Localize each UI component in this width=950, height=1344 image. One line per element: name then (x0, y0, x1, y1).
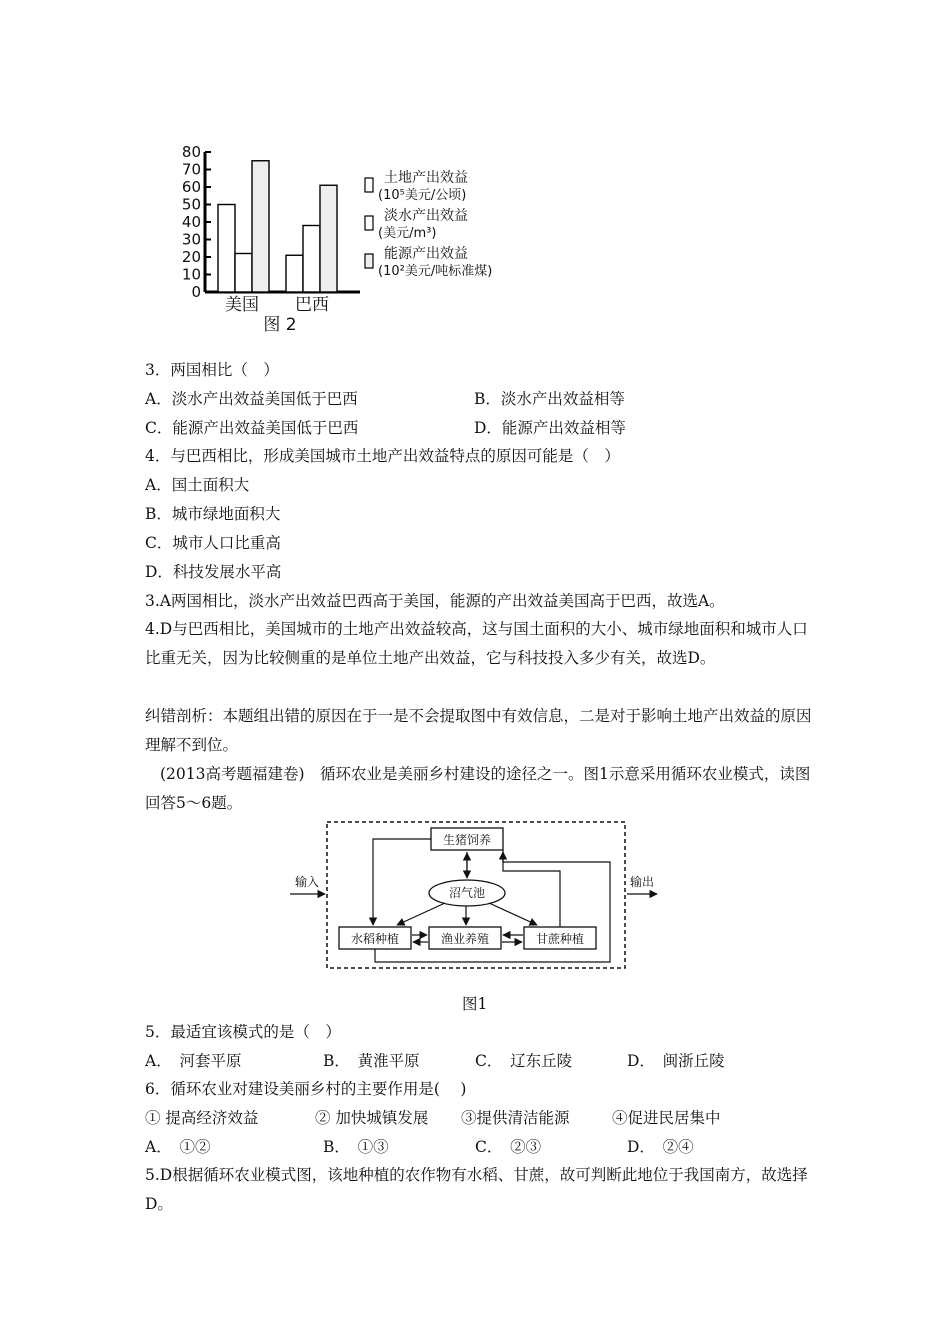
q3-option-b[interactable]: B．淡水产出效益相等 (474, 390, 625, 408)
diagram-caption: 图1 (462, 995, 488, 1013)
error-analysis: 纠错剖析：本题组出错的原因在于一是不会提取图中有效信息，二是对于影响土地产出效益的原因理解不到位。 (145, 707, 812, 754)
bar-chart (160, 140, 580, 340)
q5-option-b[interactable]: B． 黄淮平原 (323, 1052, 420, 1070)
q4-option-b[interactable]: B．城市绿地面积大 (145, 505, 281, 523)
legend-label: 土地产出效益 (384, 170, 468, 186)
q6-statement-3: ③提供清洁能源 (461, 1109, 570, 1127)
bar (286, 255, 303, 292)
q5-option-d[interactable]: D． 闽浙丘陵 (627, 1052, 725, 1070)
bar (218, 205, 235, 293)
q6-statement-4: ④促进民居集中 (612, 1109, 721, 1127)
legend-unit: (10²美元/吨标准煤) (378, 264, 493, 279)
fish-farming-label: 渔业养殖 (440, 932, 490, 946)
legend-swatch (365, 178, 373, 192)
q3-option-a[interactable]: A．淡水产出效益美国低于巴西 (145, 390, 358, 408)
q3-option-c[interactable]: C．能源产出效益美国低于巴西 (145, 419, 359, 437)
x-tick-label: 美国 (225, 295, 259, 315)
biogas-pit-label: 沼气池 (448, 886, 486, 900)
rice-planting-label: 水稻种植 (350, 932, 400, 946)
y-tick-label: 0 (191, 283, 201, 301)
q6-stem: 6．循环农业对建设美丽乡村的主要作用是( ) (145, 1080, 467, 1098)
q6-statement-2: ② 加快城镇发展 (315, 1109, 429, 1127)
answer-5: 5.D根据循环农业模式图，该地种植的农作物有水稻、甘蔗，故可判断此地位于我国南方，故选择D。 (145, 1166, 808, 1213)
q4-option-a[interactable]: A．国土面积大 (145, 476, 250, 494)
q6-option-a[interactable]: A． ①② (145, 1138, 211, 1156)
pig-farming-label: 生猪饲养 (442, 833, 492, 847)
y-tick-label: 30 (181, 230, 201, 249)
legend-unit: (美元/m³) (378, 226, 437, 241)
bar (252, 161, 269, 292)
y-tick-label: 40 (181, 213, 201, 231)
question-intro: (2013高考题福建卷) 循环农业是美丽乡村建设的途径之一。图1示意采用循环农业模式，读图回答5～6题。 (145, 765, 811, 812)
x-tick-label: 巴西 (295, 295, 329, 315)
q4-option-d[interactable]: D．科技发展水平高 (145, 563, 282, 581)
y-tick-label: 70 (181, 160, 201, 179)
chart-caption: 图 2 (263, 315, 297, 335)
y-tick-label: 50 (181, 195, 201, 214)
legend-swatch (365, 254, 373, 268)
q5-stem: 5．最适宜该模式的是（ ） (145, 1023, 341, 1041)
q5-option-a[interactable]: A． 河套平原 (145, 1052, 242, 1070)
q4-stem: 4．与巴西相比，形成美国城市土地产出效益特点的原因可能是（ ） (145, 447, 620, 465)
y-tick-label: 20 (181, 248, 201, 266)
q3-option-d[interactable]: D．能源产出效益相等 (474, 419, 626, 437)
q6-option-d[interactable]: D． ②④ (627, 1138, 694, 1156)
y-tick-label: 10 (181, 265, 201, 284)
input-label: 输入 (295, 875, 320, 889)
legend-label: 能源产出效益 (384, 246, 468, 262)
legend-swatch (365, 216, 373, 230)
y-tick-label: 80 (181, 143, 201, 161)
bar (320, 185, 337, 292)
bar (303, 226, 320, 293)
q6-option-b[interactable]: B． ①③ (323, 1138, 389, 1156)
bar (235, 254, 252, 293)
legend-unit: (10⁵美元/公顷) (378, 188, 467, 203)
circular-agriculture-diagram (285, 816, 685, 976)
q4-option-c[interactable]: C．城市人口比重高 (145, 534, 281, 552)
q5-option-c[interactable]: C． 辽东丘陵 (475, 1052, 573, 1070)
answer-4: 4.D与巴西相比，美国城市的土地产出效益较高，这与国土面积的大小、城市绿地面积和城市人口比重无关，因为比较侧重的是单位土地产出效益，它与科技投入多少有关，故选D。 (145, 620, 808, 667)
q6-statement-1: ① 提高经济效益 (145, 1109, 259, 1127)
y-tick-label: 60 (181, 178, 201, 196)
output-label: 输出 (630, 875, 655, 889)
q6-option-c[interactable]: C． ②③ (475, 1138, 542, 1156)
q3-stem: 3．两国相比（ ） (145, 361, 279, 379)
sugarcane-planting-label: 甘蔗种植 (535, 932, 585, 946)
answer-3: 3.A两国相比，淡水产出效益巴西高于美国，能源的产出效益美国高于巴西，故选A。 (145, 592, 725, 610)
legend-label: 淡水产出效益 (384, 208, 468, 224)
